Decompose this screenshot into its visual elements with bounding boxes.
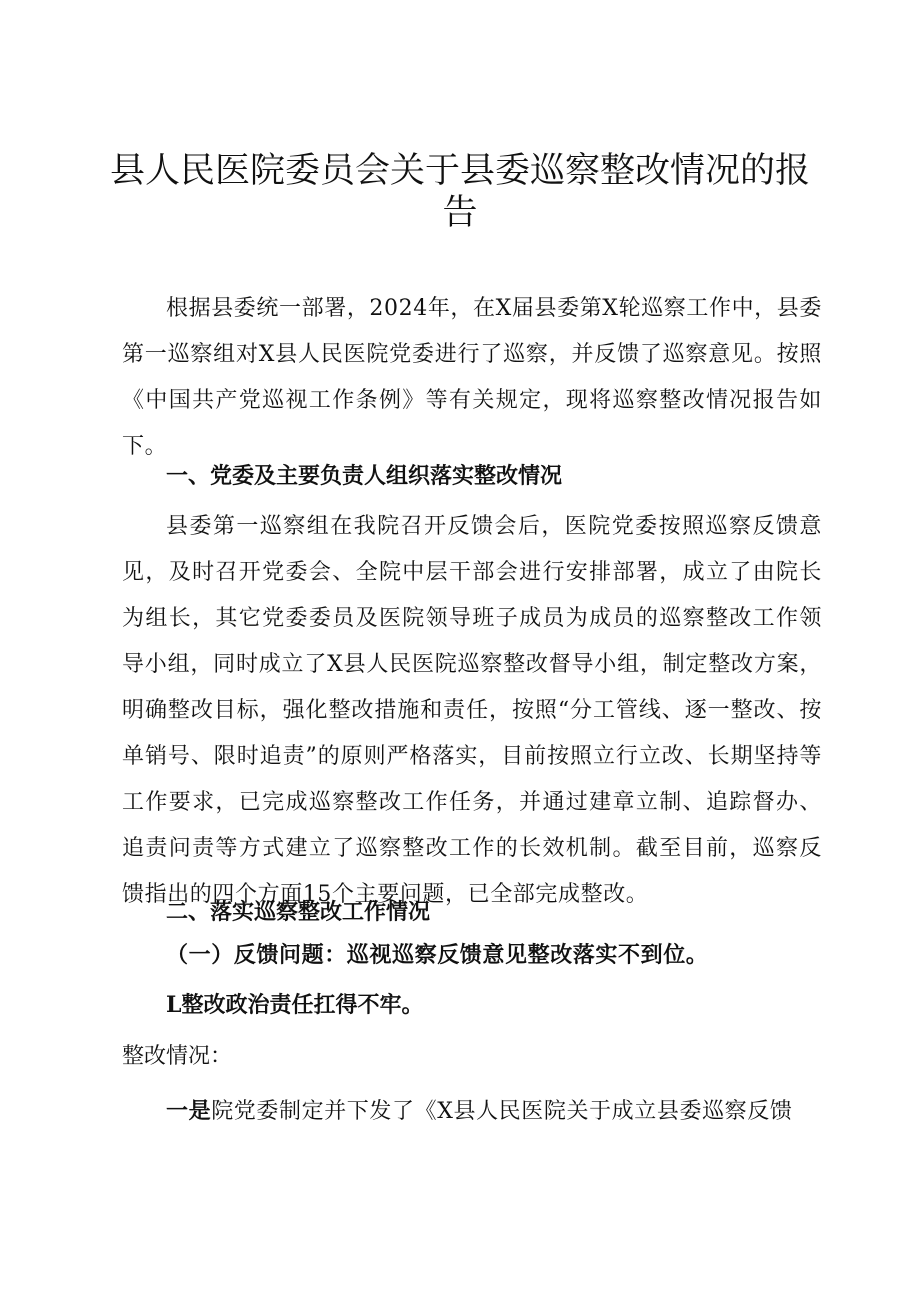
feedback-problem-heading: （一）反馈问题：巡视巡察反馈意见整改落实不到位。	[166, 942, 709, 968]
section-1-heading: 一、党委及主要负责人组织落实整改情况	[166, 464, 563, 489]
intro-paragraph: 根据县委统一部署，2024年，在X届县委第X轮巡察工作中，县委第一巡察组对X县人民医院党委进行了巡察，并反馈了巡察意见。按照《中国共产党巡视工作条例》等有关规定，现将巡察整改情况报告如下。	[122, 296, 822, 459]
rectification-label: 整改情况：	[122, 1044, 233, 1069]
section-2-heading: 二、落实巡察整改工作情况	[166, 900, 431, 925]
item-1-heading: L整改政治责任扛得不牢。	[166, 992, 424, 1018]
first-point-text: 院党委制定并下发了《X县人民医院关于成立县委巡察反馈	[211, 1099, 793, 1124]
section-1-body: 县委第一巡察组在我院召开反馈会后，医院党委按照巡察反馈意见，及时召开党委会、全院中层干部会进行安排部署，成立了由院长为组长，其它党委委员及医院领导班子成员为成员的巡察整改工作领导小组，同时成立了X县人民医院巡察整改督导小组，制定整改方案，明确整改目标，强化整改措施和责任，按照“分工管线、逐一整改、按单销号、限时追责”的原则严格落实，目前按照立行立改、长期坚持等工作要求，已完成巡察整改工作任务，并通过建章立制、追踪督办、追责问责等方式建立了巡察整改工作的长效机制。截至目前，巡察反馈指出的四个方面15个主要问题，已全部完成整改。	[122, 514, 822, 907]
document-title: 县人民医院委员会关于县委巡察整改情况的报告	[110, 151, 811, 233]
first-point-line	[166, 1096, 826, 1127]
first-point-lead: 一是	[166, 1098, 212, 1124]
